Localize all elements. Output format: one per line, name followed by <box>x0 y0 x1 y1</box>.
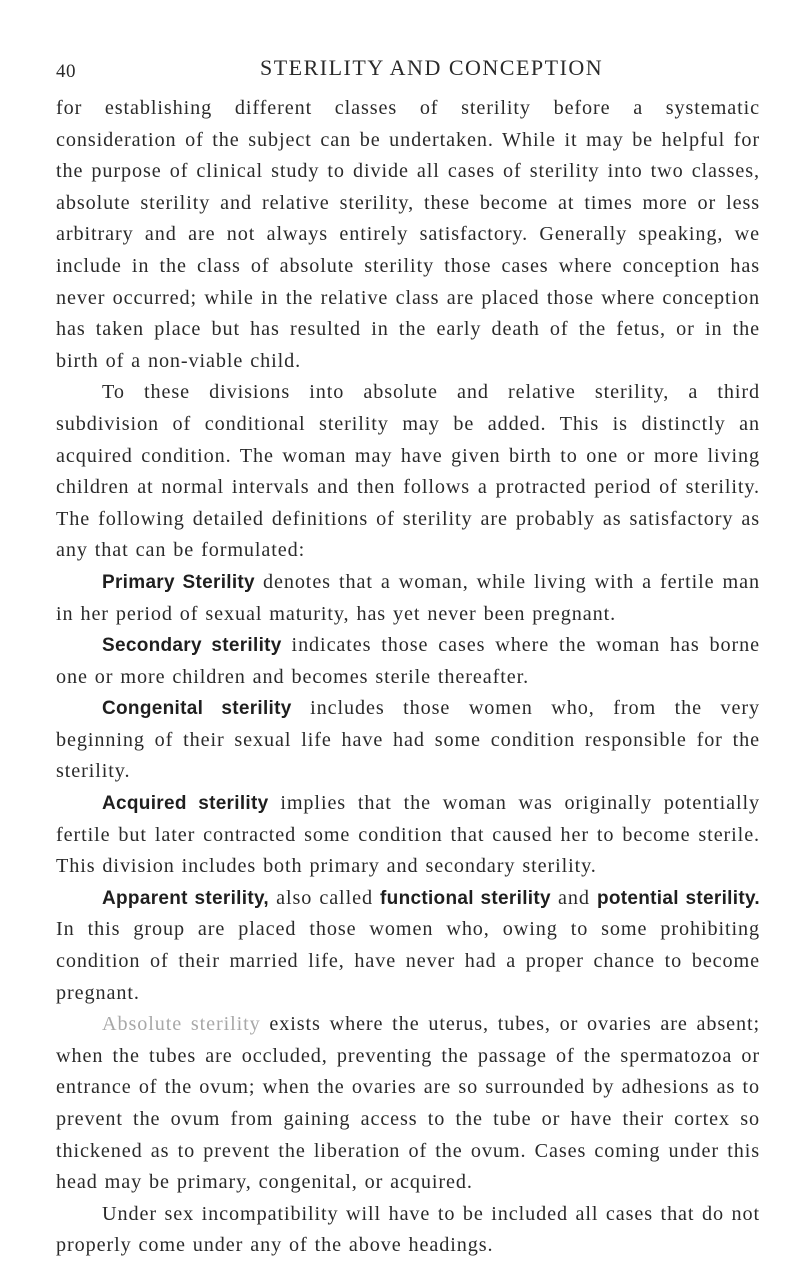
definition-term: Apparent sterility, <box>102 887 269 909</box>
paragraph-intro <box>56 93 760 377</box>
definition-term-alt: functional sterility <box>380 887 551 909</box>
paragraph-text: Under sex incompatibility will have to be included all cases that do not properly come under any of the above headings. <box>56 1202 760 1257</box>
definition-absolute-sterility <box>56 1009 760 1199</box>
definition-text: denotes that a woman, while living with a fertile man in her period of sexual maturity, has yet never been pregnant. <box>56 570 761 625</box>
paragraph-divisions <box>56 377 760 567</box>
definition-secondary-sterility <box>56 630 760 693</box>
definition-connector: also called <box>269 886 381 909</box>
running-title: STERILITY AND CONCEPTION <box>260 55 604 80</box>
definition-apparent-sterility <box>56 883 760 1009</box>
definition-text: implies that the woman was originally potentially fertile but later contracted some condition that caused her to become sterile. This division includes both primary and secondary sterility. <box>56 792 760 878</box>
definition-term: Acquired sterility <box>102 793 269 815</box>
body-text <box>56 93 760 1262</box>
running-head <box>56 55 756 85</box>
definition-primary-sterility <box>56 567 760 630</box>
definition-term: Congenital sterility <box>102 698 292 720</box>
definition-term: Primary Sterility <box>102 571 255 593</box>
definition-text: exists where the uterus, tubes, or ovaries are absent; when the tubes are occluded, preventing the passage of the spermatozoa or entrance of the ovum; when the ovaries are so surrounded by adhesions as to prevent the ovum from gaining access to the tube or have their cortex so thickened as to prevent the liberation of the ovum. Cases coming under this head may be primary, congenital, or acquired. <box>56 1013 760 1194</box>
definition-term-alt: potential sterility. <box>596 887 760 909</box>
paragraph-text: To these divisions into absolute and relative sterility, a third subdivision of conditional sterility may be added. This is distinctly an acquired condition. The woman may have given birth to one or more living children at normal intervals and then follows a protracted period of sterility. The following detailed definitions of sterility are probably as satisfactory as any that can be formulated: <box>56 381 760 562</box>
definition-text: indicates those cases where the woman has borne one or more children and becomes sterile thereafter. <box>56 634 761 688</box>
definition-text: includes those women who, from the very beginning of their sexual life have had some condition responsible for the sterility. <box>56 697 760 783</box>
definition-acquired-sterility <box>56 788 760 883</box>
faded-term: Absolute sterility <box>102 1013 261 1036</box>
page-number: 40 <box>56 61 76 82</box>
definition-text: In this group are placed those women who, owing to some prohibiting condition of their married life, have never had a proper chance to become pregnant. <box>56 918 760 1004</box>
definition-connector: and <box>550 886 597 909</box>
paragraph-text: for establishing different classes of sterility before a systematic consideration of the subject can be undertaken. While it may be helpful for the purpose of clinical study to divide all cases of sterility into two classes, absolute sterility and relative sterility, these become at times more or less arbitrary and are not always entirely satisfactory. Generally speaking, we include in the class of absolute sterility those cases where conception has never occurred; while in the relative class are placed those where conception has taken place but has resulted in the early death of the fetus, or in the birth of a non-viable child. <box>56 97 760 372</box>
definition-term: Secondary sterility <box>102 635 282 657</box>
definition-congenital-sterility <box>56 693 760 788</box>
paragraph-sex-incompatibility <box>56 1199 760 1262</box>
